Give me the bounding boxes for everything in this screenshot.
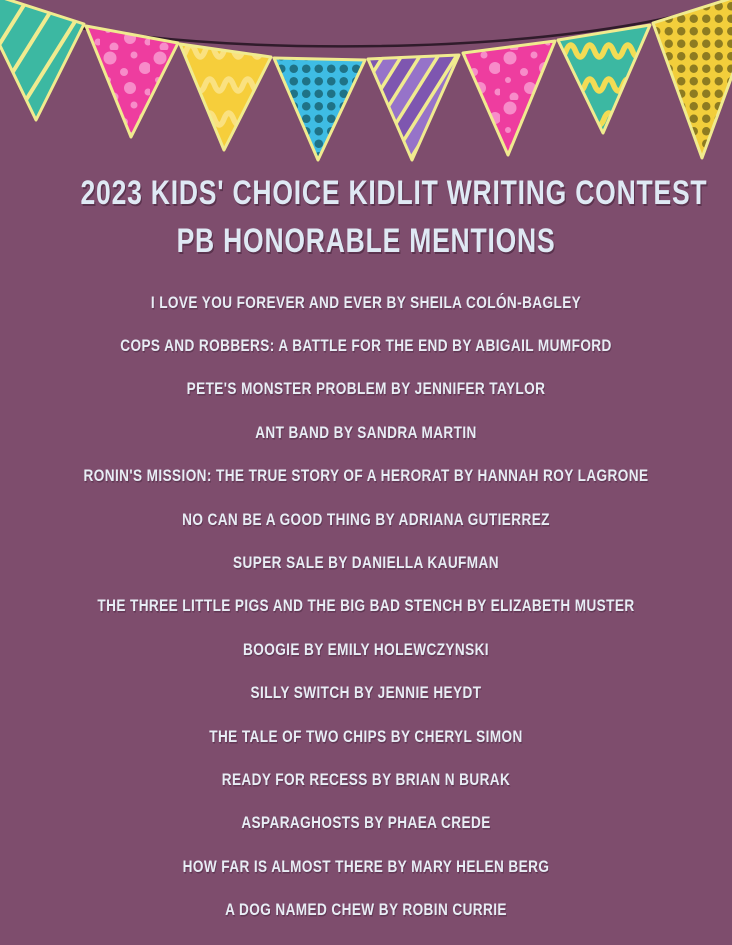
poster-title xyxy=(0,169,732,265)
honorable-mentions-list xyxy=(0,281,732,932)
bunting-banner xyxy=(0,0,732,175)
title-line-2: PB HONORABLE MENTIONS xyxy=(176,222,556,260)
bunting-flag-purple-stripes xyxy=(368,55,459,160)
bunting-flag-teal-waves xyxy=(558,25,650,133)
list-item: HOW FAR IS ALMOST THERE BY MARY HELEN BERG xyxy=(182,856,550,876)
list-item: I LOVE YOU FOREVER AND EVER BY SHEILA COLÓN-BAGLEY xyxy=(150,292,582,312)
title-line-1: 2023 KIDS' CHOICE KIDLIT WRITING CONTEST xyxy=(80,174,708,212)
list-item: ASPARAGHOSTS BY PHAEA CREDE xyxy=(241,813,491,833)
list-item: COPS AND ROBBERS: A BATTLE FOR THE END BY ABIGAIL MUMFORD xyxy=(120,336,612,356)
list-item: SUPER SALE BY DANIELLA KAUFMAN xyxy=(233,553,499,573)
list-item: ANT BAND BY SANDRA MARTIN xyxy=(255,422,477,442)
list-item: A DOG NAMED CHEW BY ROBIN CURRIE xyxy=(225,900,507,920)
bunting-flag-blue-dots xyxy=(274,58,365,160)
bunting-flag-pink-dots-2 xyxy=(463,41,555,155)
list-item: NO CAN BE A GOOD THING BY ADRIANA GUTIERREZ xyxy=(182,509,550,529)
list-item: READY FOR RECESS BY BRIAN N BURAK xyxy=(221,769,511,789)
bunting-flag-pink-dots xyxy=(86,26,178,137)
list-item: THE TALE OF TWO CHIPS BY CHERYL SIMON xyxy=(209,726,523,746)
list-item: RONIN'S MISSION: THE TRUE STORY OF A HERORAT BY HANNAH ROY LAGRONE xyxy=(83,466,649,486)
list-item: PETE'S MONSTER PROBLEM BY JENNIFER TAYLOR xyxy=(186,379,546,399)
list-item: BOOGIE BY EMILY HOLEWCZYNSKI xyxy=(243,639,489,659)
bunting-flag-yellow-waves xyxy=(180,44,271,150)
bunting-flag-teal-stripes xyxy=(0,0,84,120)
list-item: SILLY SWITCH BY JENNIE HEYDT xyxy=(250,683,482,703)
bunting-flag-yellow-dots xyxy=(653,0,732,158)
list-item: THE THREE LITTLE PIGS AND THE BIG BAD STENCH BY ELIZABETH MUSTER xyxy=(97,596,635,616)
